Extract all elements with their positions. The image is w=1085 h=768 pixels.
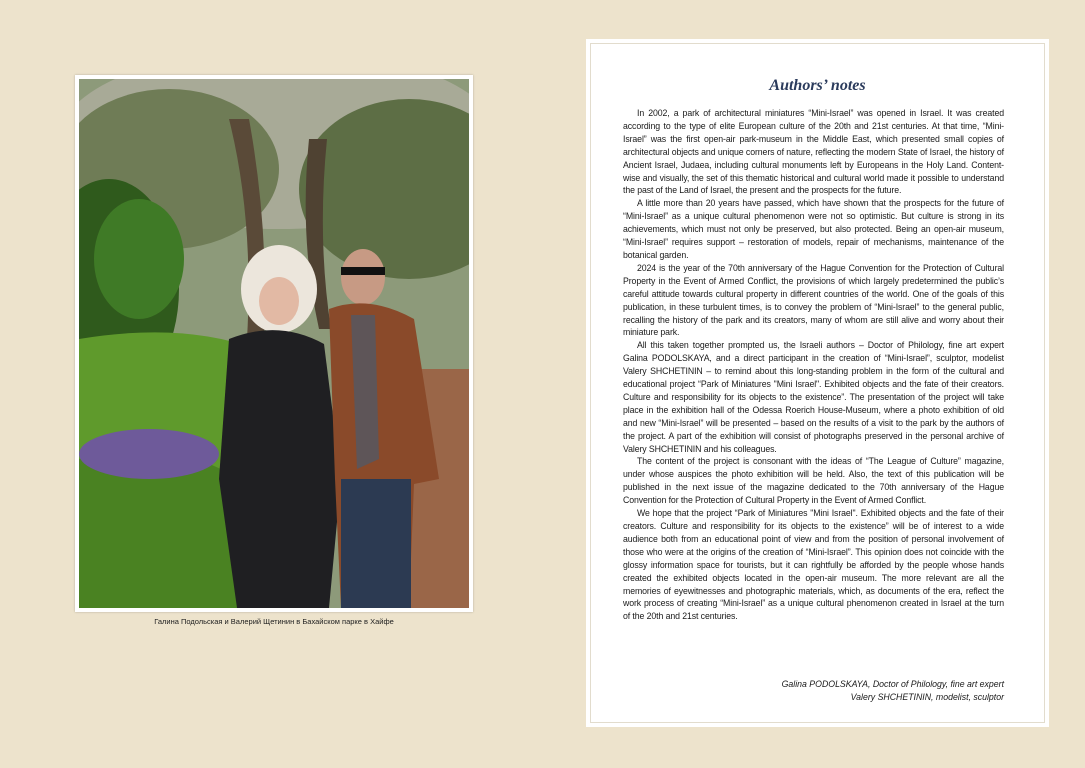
paragraph: A little more than 20 years have passed, which have shown that the prospects for the future of “Mini-Israel” as a unique cultural phenomenon were not so optimistic. But culture is strong in its achievements, which must not only be preserved, but also protected. Being an open-air museum, “Mini-Israel” requires support – restoration of models, repair of mechanisms, maintenance of the botanical garden.: [623, 198, 1004, 260]
page-border: [590, 43, 1045, 723]
page-title: Authors’ notes: [769, 77, 866, 94]
body-text: [623, 107, 1004, 623]
paragraph: We hope that the project “Park of Miniatures "Mini Israel". Exhibited objects and the fate of their creators. Culture and responsibility for its objects to the existence” will be of interest to a wide audience both from an educational point of view and from the position of personal involvement of those who were at the origins of the creation of “Mini-Israel”. This opinion does not coincide with the glossy information space for tourists, but it can rightfully be afforded by the people whose hands created the exhibited objects located in the open-air museum. The more relevant are all the memories of eyewitnesses and photographic materials, which, as documents of the era, reflect the work process of creating “Mini-Israel” as a unique cultural phenomenon created in Israel at the turn of the 20th and 21st centuries.: [623, 508, 1004, 622]
photo-caption: Галина Подольская и Валерий Щетинин в Бахайском парке в Хайфе: [154, 617, 394, 626]
text-page: [586, 39, 1049, 727]
paragraph: All this taken together prompted us, the Israeli authors – Doctor of Philology, fine art expert Galina PODOLSKAYA, and a direct participant in the creation of “Mini-Israel”, sculptor, modelist Valery SHCHETININ – to remind about this long-standing problem in the form of the cultural and educational project “Park of Miniatures "Mini Israel". Exhibited objects and the fate of their creators. Culture and responsibility for its objects to the existence”. The presentation of the project will take place in the exhibition hall of the Odessa Roerich House-Museum, where a photo exhibition of old and new “Mini-Israel” will be presented – based on the results of a visit to the park by the authors of the project. A part of the exhibition will consist of photographs preserved in the personal archive of Valery SHCHETININ and his colleagues.: [623, 340, 1004, 454]
authors-photo: [79, 79, 469, 608]
paragraph: 2024 is the year of the 70th anniversary of the Hague Convention for the Protection of Cultural Property in the Event of Armed Conflict, the provisions of which largely predetermined the public’s careful attitude towards cultural property in different countries of the world. One of the goals of this publication, in these turbulent times, is to convey the problem of “Mini-Israel” to the general public, recalling the history of the park and its creators, many of whom are still alive and worry about their miniature park.: [623, 262, 1004, 338]
signature-podolskaya: Galina PODOLSKAYA, Doctor of Philology, fine art expert: [781, 679, 1004, 689]
signature-block: [782, 678, 1004, 704]
paragraph: The content of the project is consonant with the ideas of “The League of Culture” magazine, under whose auspices the photo exhibition will be held. Also, the text of this publication will be published in the next issue of the magazine dedicated to the 70th anniversary of the Hague Convention for the Protection of Cultural Property in the Event of Armed Conflict.: [623, 456, 1004, 506]
paragraph: In 2002, a park of architectural miniatures “Mini-Israel” was opened in Israel. It was created according to the type of elite European culture of the 20th and 21st centuries. At that time, “Mini-Israel” was the first open-air park-museum in the Middle East, which presented small copies of architectural objects and unique corners of nature, reflecting the modern State of Israel, the history of Ancient Israel, Judaea, including cultural monuments left by Europeans in the Holy Land. Content-wise and visually, the set of this thematic historical and cultural world made it possible to understand the past of the Land of Israel, the present and the prospects for the future.: [623, 108, 1004, 196]
photo-frame: [75, 75, 473, 612]
signature-shchetinin: Valery SHCHETININ, modelist, sculptor: [850, 691, 1004, 702]
